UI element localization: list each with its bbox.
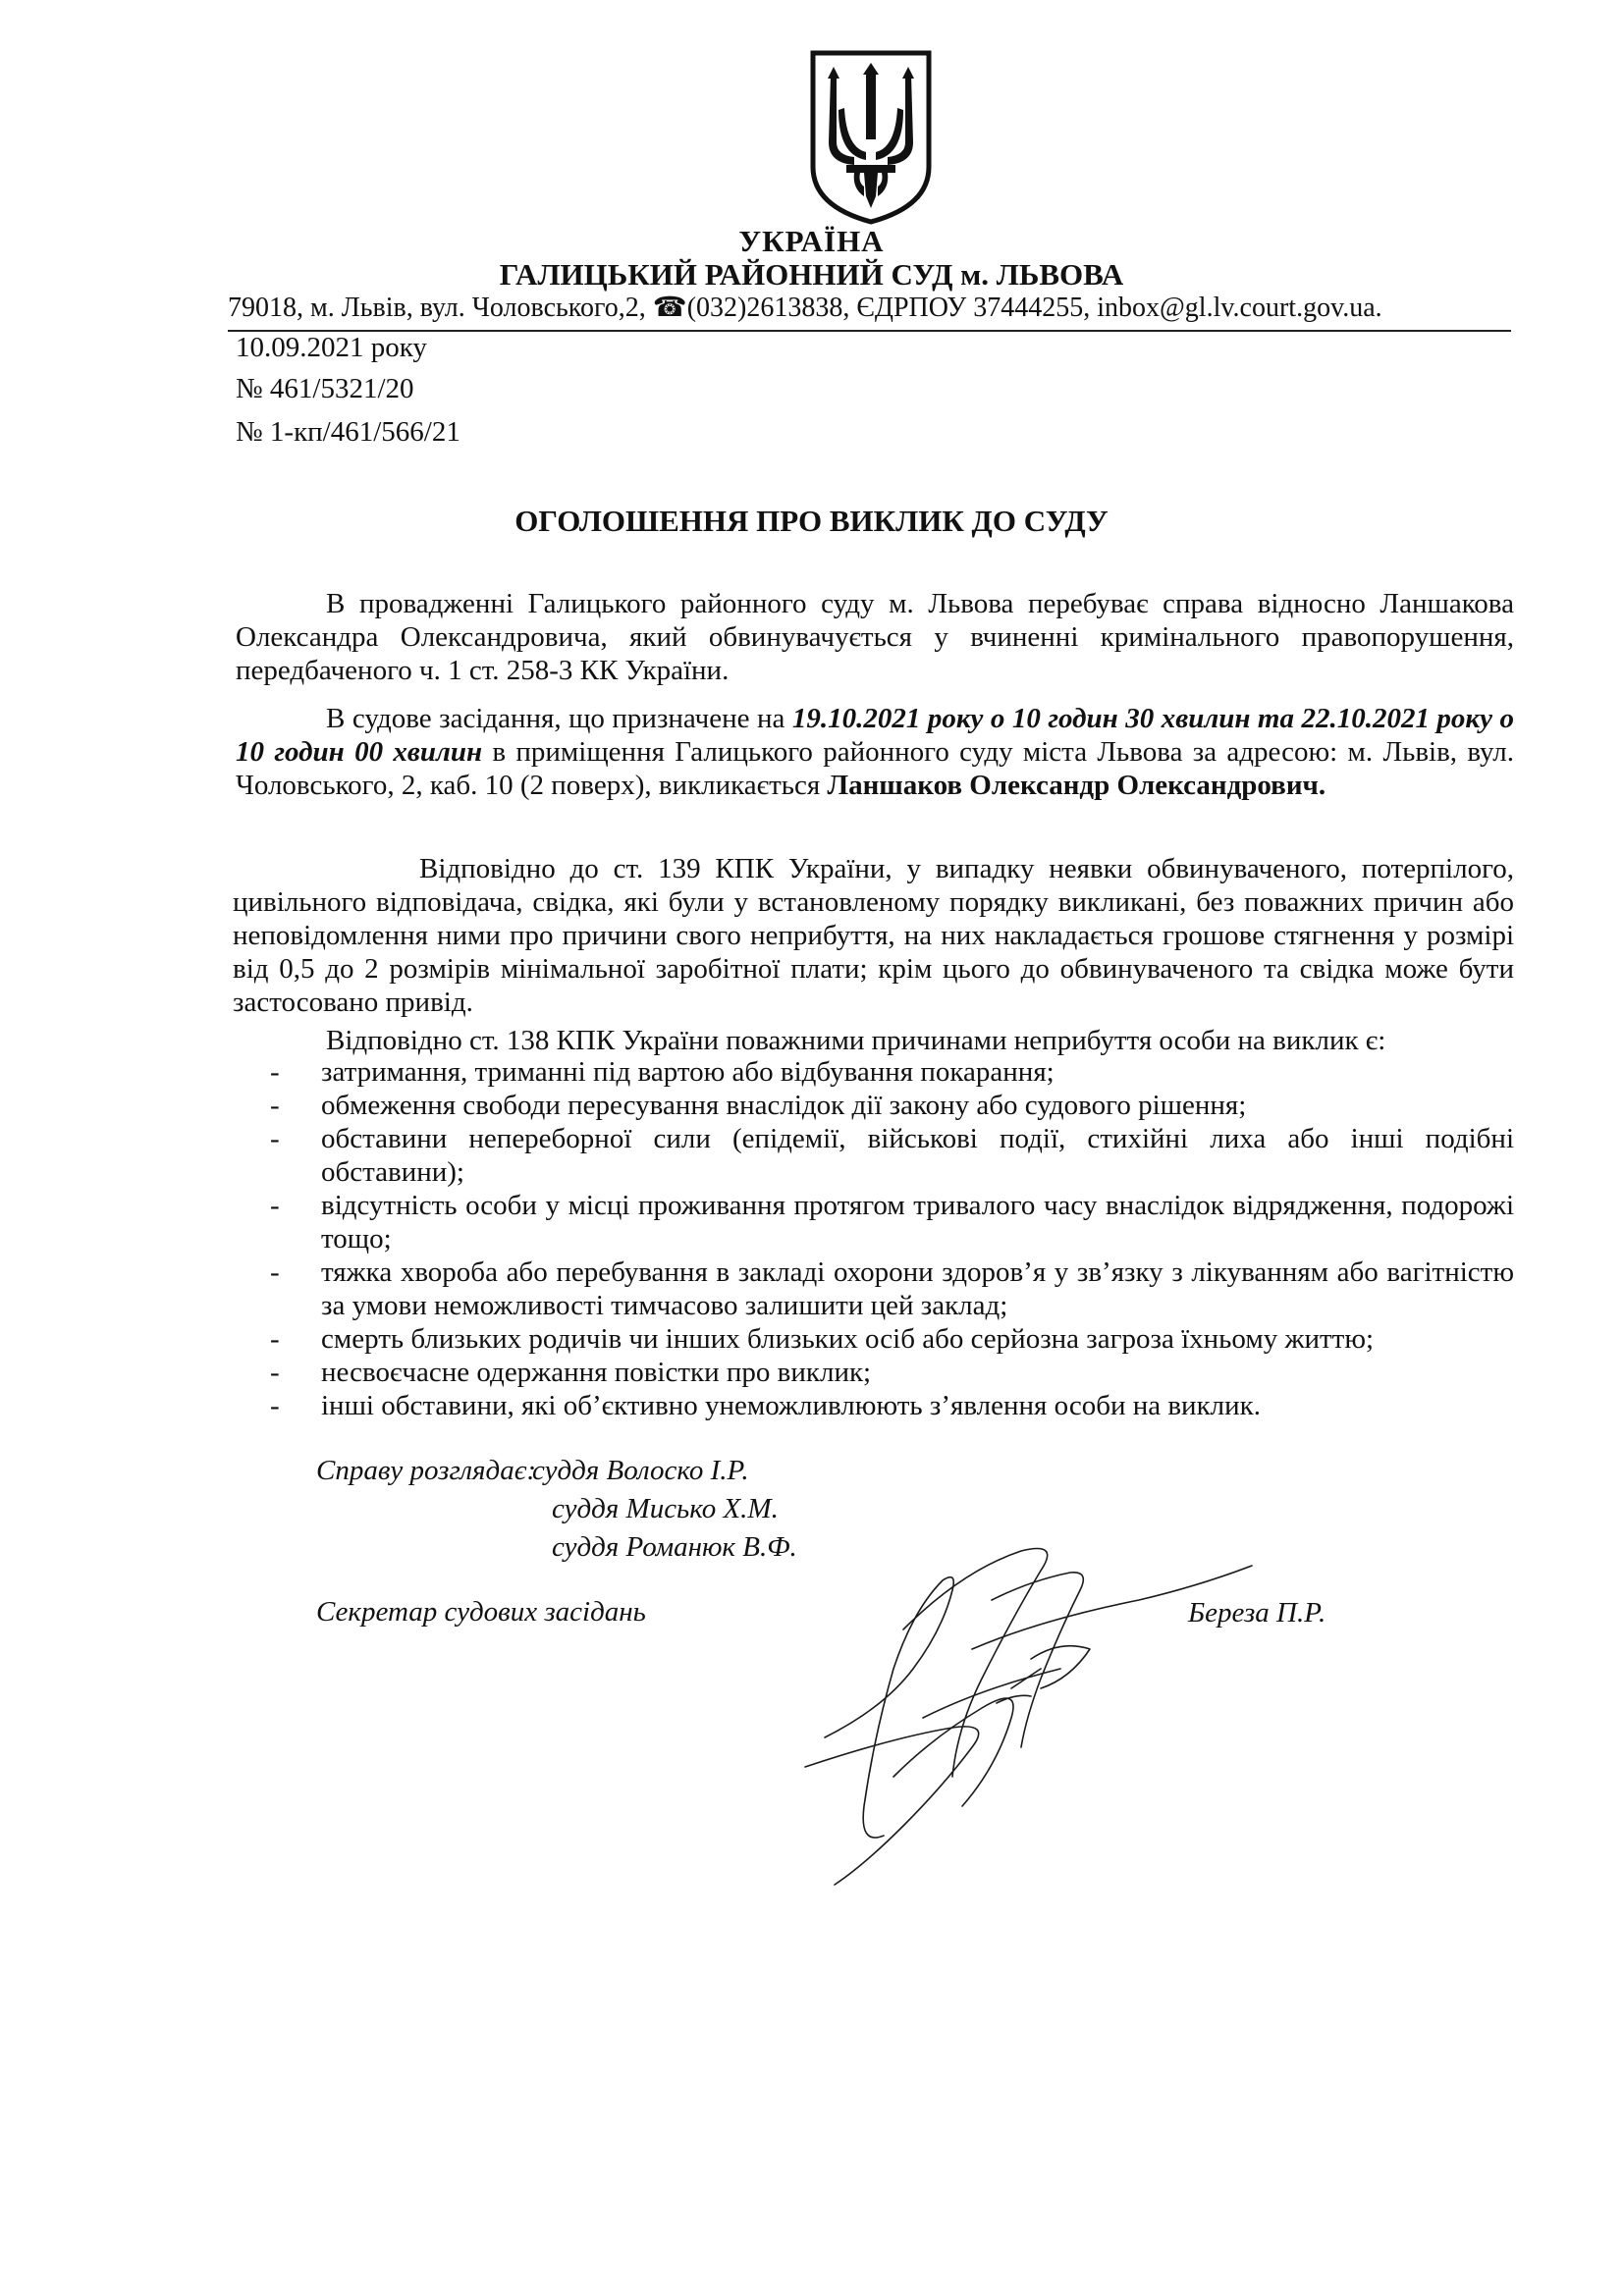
- summoned-person-name: Ланшаков Олександр Олександрович.: [827, 770, 1326, 801]
- secretary-label: Секретар судових засідань: [316, 1596, 646, 1628]
- list-item: [270, 1322, 1514, 1356]
- paragraph-article-139: Відповідно до ст. 139 КПК України, у випадку неявки обвинуваченого, потерпілого, цивільного відповідача, свідка, які були у встановленому порядку викликані, без поважних причин або неповідомлення ними про причини свого неприбуття, на них накладається грошове стягнення у розмірі від 0,5 до 2 розмірів мінімальної заробітної плати; крім цього до обвинуваченого та свідка може бути застосовано привід.: [233, 853, 1514, 1018]
- list-marker: -: [270, 1056, 280, 1088]
- country-heading: УКРАЇНА: [738, 224, 885, 258]
- list-item-text: несвоєчасне одержання повістки про виклик;: [321, 1357, 872, 1388]
- coat-of-arms-trident-icon: [807, 49, 935, 226]
- judges-label: Справу розглядає:: [316, 1455, 537, 1486]
- paragraph-hearing-summons: [236, 702, 1514, 802]
- handwritten-signature: [746, 1512, 1257, 1904]
- list-item-text: смерть близьких родичів чи інших близьких осіб або серйозна загроза їхньому життю;: [321, 1323, 1375, 1355]
- list-item: [270, 1189, 1514, 1255]
- summons-location: в приміщення Галицького районного суду міста Львова за адресою: м. Львів, вул. Чоловського, 2, каб. 10 (2 поверх), викликається: [236, 736, 1514, 801]
- list-item: [270, 1255, 1514, 1322]
- proceeding-number: № 1-кп/461/566/21: [236, 416, 460, 448]
- summons-intro: В судове засідання, що призначене на: [326, 703, 792, 734]
- document-title: ОГОЛОШЕННЯ ПРО ВИКЛИК ДО СУДУ: [514, 504, 1109, 538]
- list-item-text: обставини непереборної сили (епідемії, військові події, стихійні лиха або інші подібні обставини);: [321, 1123, 1514, 1188]
- phone-icon: ☎: [652, 293, 687, 323]
- contact-text: (032)2613838, ЄДРПОУ 37444255, inbox@gl.lv.court.gov.ua.: [686, 293, 1382, 323]
- list-item: [270, 1356, 1514, 1389]
- court-address-line: [228, 291, 1382, 324]
- list-marker: -: [270, 1357, 280, 1388]
- list-marker: -: [270, 1390, 280, 1421]
- case-number: № 461/5321/20: [236, 373, 414, 404]
- list-item-text: затримання, триманні під вартою або відбування покарання;: [321, 1056, 1055, 1088]
- hearing-dates: 19.10.2021 року о 10 годин 30 хвилин та 22.10.2021 року о 10 годин 00 хвилин: [236, 703, 1514, 768]
- list-marker: -: [270, 1190, 280, 1221]
- address-text: 79018, м. Львів, вул. Чоловського,2,: [228, 293, 646, 323]
- list-item-text: інші обставини, які об’єктивно унеможливлюють з’явлення особи на виклик.: [321, 1390, 1261, 1421]
- list-item: [270, 1089, 1514, 1122]
- list-item-text: тяжка хвороба або перебування в закладі охорони здоров’я у зв’язку з лікуванням або вагітністю за умови неможливості тимчасово залишити цей заклад;: [321, 1256, 1514, 1321]
- valid-reasons-list: [270, 1055, 1514, 1422]
- list-item: [270, 1122, 1514, 1189]
- list-marker: -: [270, 1090, 280, 1121]
- secretary-name: Береза П.Р.: [1188, 1597, 1326, 1629]
- judge-name: суддя Мисько Х.М.: [552, 1493, 779, 1524]
- list-item-text: обмеження свободи пересування внаслідок дії закону або судового рішення;: [321, 1090, 1247, 1121]
- judge-name: суддя Волоско І.Р.: [532, 1455, 749, 1486]
- list-item-text: відсутність особи у місці проживання протягом тривалого часу внаслідок відрядження, подорожі тощо;: [321, 1190, 1514, 1255]
- list-item: [270, 1389, 1514, 1422]
- paragraph-article-138: Відповідно ст. 138 КПК України поважними причинами неприбуття особи на виклик є:: [326, 1025, 1386, 1056]
- judge-name: суддя Романюк В.Ф.: [552, 1531, 797, 1563]
- court-name-heading: ГАЛИЦЬКИЙ РАЙОННИЙ СУД м. ЛЬВОВА: [499, 257, 1124, 292]
- document-date: 10.09.2021 року: [236, 332, 427, 363]
- list-marker: -: [270, 1323, 280, 1355]
- paragraph-case-info: В провадженні Галицького районного суду м. Львова перебуває справа відносно Ланшакова Олександра Олександровича, який обвинувачується у вчиненні кримінального правопорушення, передбаченого ч. 1 ст. 258-3 КК України.: [236, 588, 1514, 686]
- list-item: [270, 1055, 1514, 1089]
- list-marker: -: [270, 1256, 280, 1288]
- list-marker: -: [270, 1123, 280, 1154]
